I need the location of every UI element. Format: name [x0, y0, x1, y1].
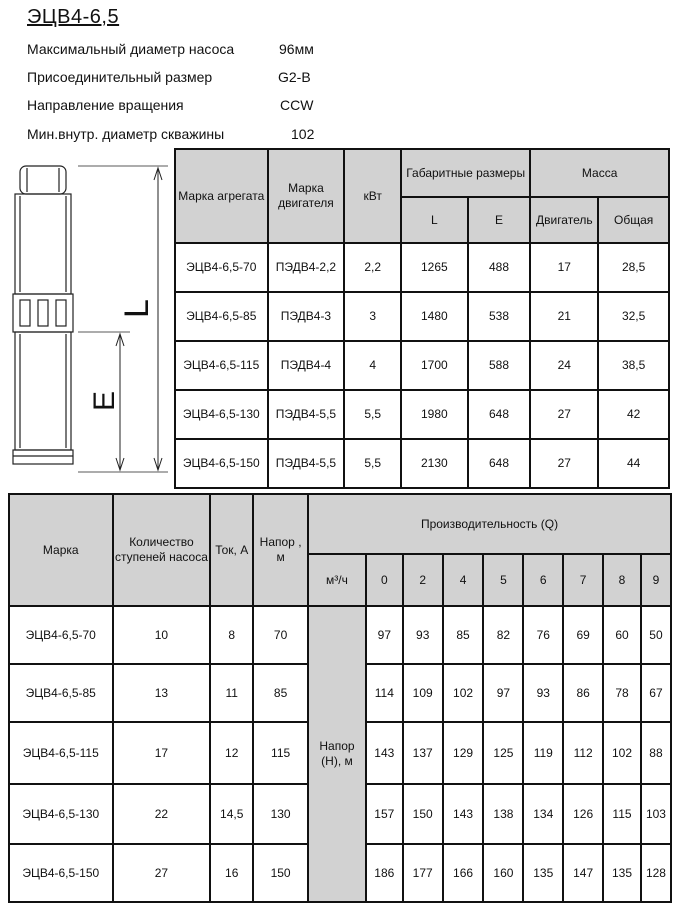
cell-h: 150: [403, 784, 443, 844]
col-header-mark: Марка: [9, 494, 113, 606]
table-row: [175, 292, 669, 341]
cell-mass-motor: 24: [530, 341, 598, 390]
cell-stages: 13: [113, 664, 211, 722]
cell-agg: ЭЦВ4-6,5-70: [175, 243, 268, 292]
cell-h: 135: [523, 844, 563, 902]
cell-stages: 10: [113, 606, 211, 664]
cell-h: 138: [483, 784, 523, 844]
performance-table: [8, 493, 672, 903]
col-header-agg: Марка агрегата: [175, 149, 268, 243]
cell-current: 16: [210, 844, 253, 902]
spec-max-diameter: [27, 41, 314, 57]
spec-label: Присоединительный размер: [27, 69, 213, 85]
col-header-kw: кВт: [344, 149, 401, 243]
cell-h: 186: [366, 844, 403, 902]
cell-mass-motor: 27: [530, 439, 598, 488]
cell-L: 1980: [401, 390, 468, 439]
cell-h: 143: [366, 722, 403, 784]
cell-head: 150: [253, 844, 308, 902]
col-header-q: 7: [563, 554, 603, 606]
cell-h: 67: [641, 664, 671, 722]
cell-E: 648: [468, 390, 531, 439]
cell-E: 588: [468, 341, 531, 390]
cell-h: 82: [483, 606, 523, 664]
cell-h: 50: [641, 606, 671, 664]
cell-motor: ПЭДВ4-5,5: [268, 390, 345, 439]
cell-stages: 17: [113, 722, 211, 784]
cell-h: 177: [403, 844, 443, 902]
col-header-q: 6: [523, 554, 563, 606]
cell-mark: ЭЦВ4-6,5-70: [9, 606, 113, 664]
cell-h: 166: [443, 844, 484, 902]
cell-h: 147: [563, 844, 603, 902]
col-header-L: L: [401, 197, 468, 243]
cell-agg: ЭЦВ4-6,5-85: [175, 292, 268, 341]
col-header-unit: м³/ч: [308, 554, 366, 606]
col-header-q: 4: [443, 554, 484, 606]
spec-value: 96мм: [279, 41, 314, 57]
cell-E: 648: [468, 439, 531, 488]
col-header-E: E: [468, 197, 531, 243]
cell-agg: ЭЦВ4-6,5-150: [175, 439, 268, 488]
cell-h: 119: [523, 722, 563, 784]
col-header-mass-motor: Двигатель: [530, 197, 598, 243]
cell-h: 128: [641, 844, 671, 902]
spec-label: Мин.внутр. диаметр скважины: [27, 126, 225, 142]
row-header-head-h: [308, 606, 366, 902]
table-row: [175, 439, 669, 488]
cell-kw: 5,5: [344, 390, 401, 439]
spec-value: 102: [291, 126, 315, 142]
cell-h: 76: [523, 606, 563, 664]
cell-h: 129: [443, 722, 484, 784]
spec-connection-size: [27, 69, 311, 85]
col-header-q: 0: [366, 554, 403, 606]
cell-motor: ПЭДВ4-4: [268, 341, 345, 390]
head-h-label: Напор (Н), м: [319, 739, 355, 768]
cell-agg: ЭЦВ4-6,5-130: [175, 390, 268, 439]
cell-h: 86: [563, 664, 603, 722]
cell-h: 126: [563, 784, 603, 844]
cell-E: 488: [468, 243, 531, 292]
col-header-q: 5: [483, 554, 523, 606]
cell-h: 97: [483, 664, 523, 722]
cell-h: 97: [366, 606, 403, 664]
cell-L: 1700: [401, 341, 468, 390]
col-header-mass-total: Общая: [598, 197, 669, 243]
cell-h: 78: [603, 664, 641, 722]
col-header-q: 8: [603, 554, 641, 606]
cell-current: 8: [210, 606, 253, 664]
cell-kw: 2,2: [344, 243, 401, 292]
cell-mark: ЭЦВ4-6,5-115: [9, 722, 113, 784]
cell-motor: ПЭДВ4-2,2: [268, 243, 345, 292]
cell-stages: 22: [113, 784, 211, 844]
spec-value: G2-В: [278, 69, 311, 85]
cell-h: 125: [483, 722, 523, 784]
cell-motor: ПЭДВ4-5,5: [268, 439, 345, 488]
cell-h: 115: [603, 784, 641, 844]
cell-h: 112: [563, 722, 603, 784]
cell-mass-motor: 27: [530, 390, 598, 439]
table-row: [9, 606, 671, 664]
cell-h: 134: [523, 784, 563, 844]
cell-h: 135: [603, 844, 641, 902]
cell-h: 109: [403, 664, 443, 722]
cell-h: 88: [641, 722, 671, 784]
cell-h: 160: [483, 844, 523, 902]
col-header-current: Ток, А: [210, 494, 253, 606]
cell-mass-motor: 17: [530, 243, 598, 292]
cell-mass-total: 44: [598, 439, 669, 488]
cell-L: 1480: [401, 292, 468, 341]
dimension-E-label: E: [88, 390, 121, 411]
cell-h: 143: [443, 784, 484, 844]
cell-h: 93: [523, 664, 563, 722]
cell-L: 1265: [401, 243, 468, 292]
cell-mark: ЭЦВ4-6,5-130: [9, 784, 113, 844]
page-title: ЭЦВ4-6,5: [27, 6, 120, 28]
col-header-head: Напор , м: [253, 494, 308, 606]
spec-label: Направление вращения: [27, 97, 184, 113]
table-row: [175, 390, 669, 439]
cell-mark: ЭЦВ4-6,5-85: [9, 664, 113, 722]
cell-current: 11: [210, 664, 253, 722]
cell-head: 85: [253, 664, 308, 722]
dimensions-table: [174, 148, 670, 489]
cell-L: 2130: [401, 439, 468, 488]
cell-h: 60: [603, 606, 641, 664]
cell-h: 103: [641, 784, 671, 844]
cell-h: 102: [443, 664, 484, 722]
cell-head: 130: [253, 784, 308, 844]
cell-h: 93: [403, 606, 443, 664]
cell-head: 70: [253, 606, 308, 664]
cell-stages: 27: [113, 844, 211, 902]
cell-mass-total: 28,5: [598, 243, 669, 292]
cell-mass-total: 38,5: [598, 341, 669, 390]
cell-h: 69: [563, 606, 603, 664]
spec-rotation: [27, 97, 314, 113]
cell-mass-total: 42: [598, 390, 669, 439]
cell-kw: 3: [344, 292, 401, 341]
cell-h: 137: [403, 722, 443, 784]
col-header-q: 2: [403, 554, 443, 606]
cell-head: 115: [253, 722, 308, 784]
col-header-motor: Марка двигателя: [268, 149, 345, 243]
spec-value: CCW: [280, 97, 314, 113]
spec-min-well-diameter: [27, 126, 315, 142]
table-row: [175, 243, 669, 292]
col-header-dims: Габаритные размеры: [401, 149, 530, 197]
cell-agg: ЭЦВ4-6,5-115: [175, 341, 268, 390]
cell-h: 157: [366, 784, 403, 844]
cell-h: 102: [603, 722, 641, 784]
cell-current: 12: [210, 722, 253, 784]
cell-h: 85: [443, 606, 484, 664]
cell-mass-total: 32,5: [598, 292, 669, 341]
table-row: [175, 341, 669, 390]
dimension-L-label: L: [118, 299, 156, 318]
cell-h: 114: [366, 664, 403, 722]
col-header-mass: Масса: [530, 149, 669, 197]
cell-kw: 4: [344, 341, 401, 390]
cell-mass-motor: 21: [530, 292, 598, 341]
cell-mark: ЭЦВ4-6,5-150: [9, 844, 113, 902]
cell-current: 14,5: [210, 784, 253, 844]
cell-E: 538: [468, 292, 531, 341]
pump-drawing: [0, 160, 174, 480]
col-header-performance: Производительность (Q): [308, 494, 671, 554]
col-header-q: 9: [641, 554, 671, 606]
spec-label: Максимальный диаметр насоса: [27, 41, 235, 57]
cell-motor: ПЭДВ4-3: [268, 292, 345, 341]
cell-kw: 5,5: [344, 439, 401, 488]
col-header-stages: Количество ступеней насоса: [113, 494, 211, 606]
